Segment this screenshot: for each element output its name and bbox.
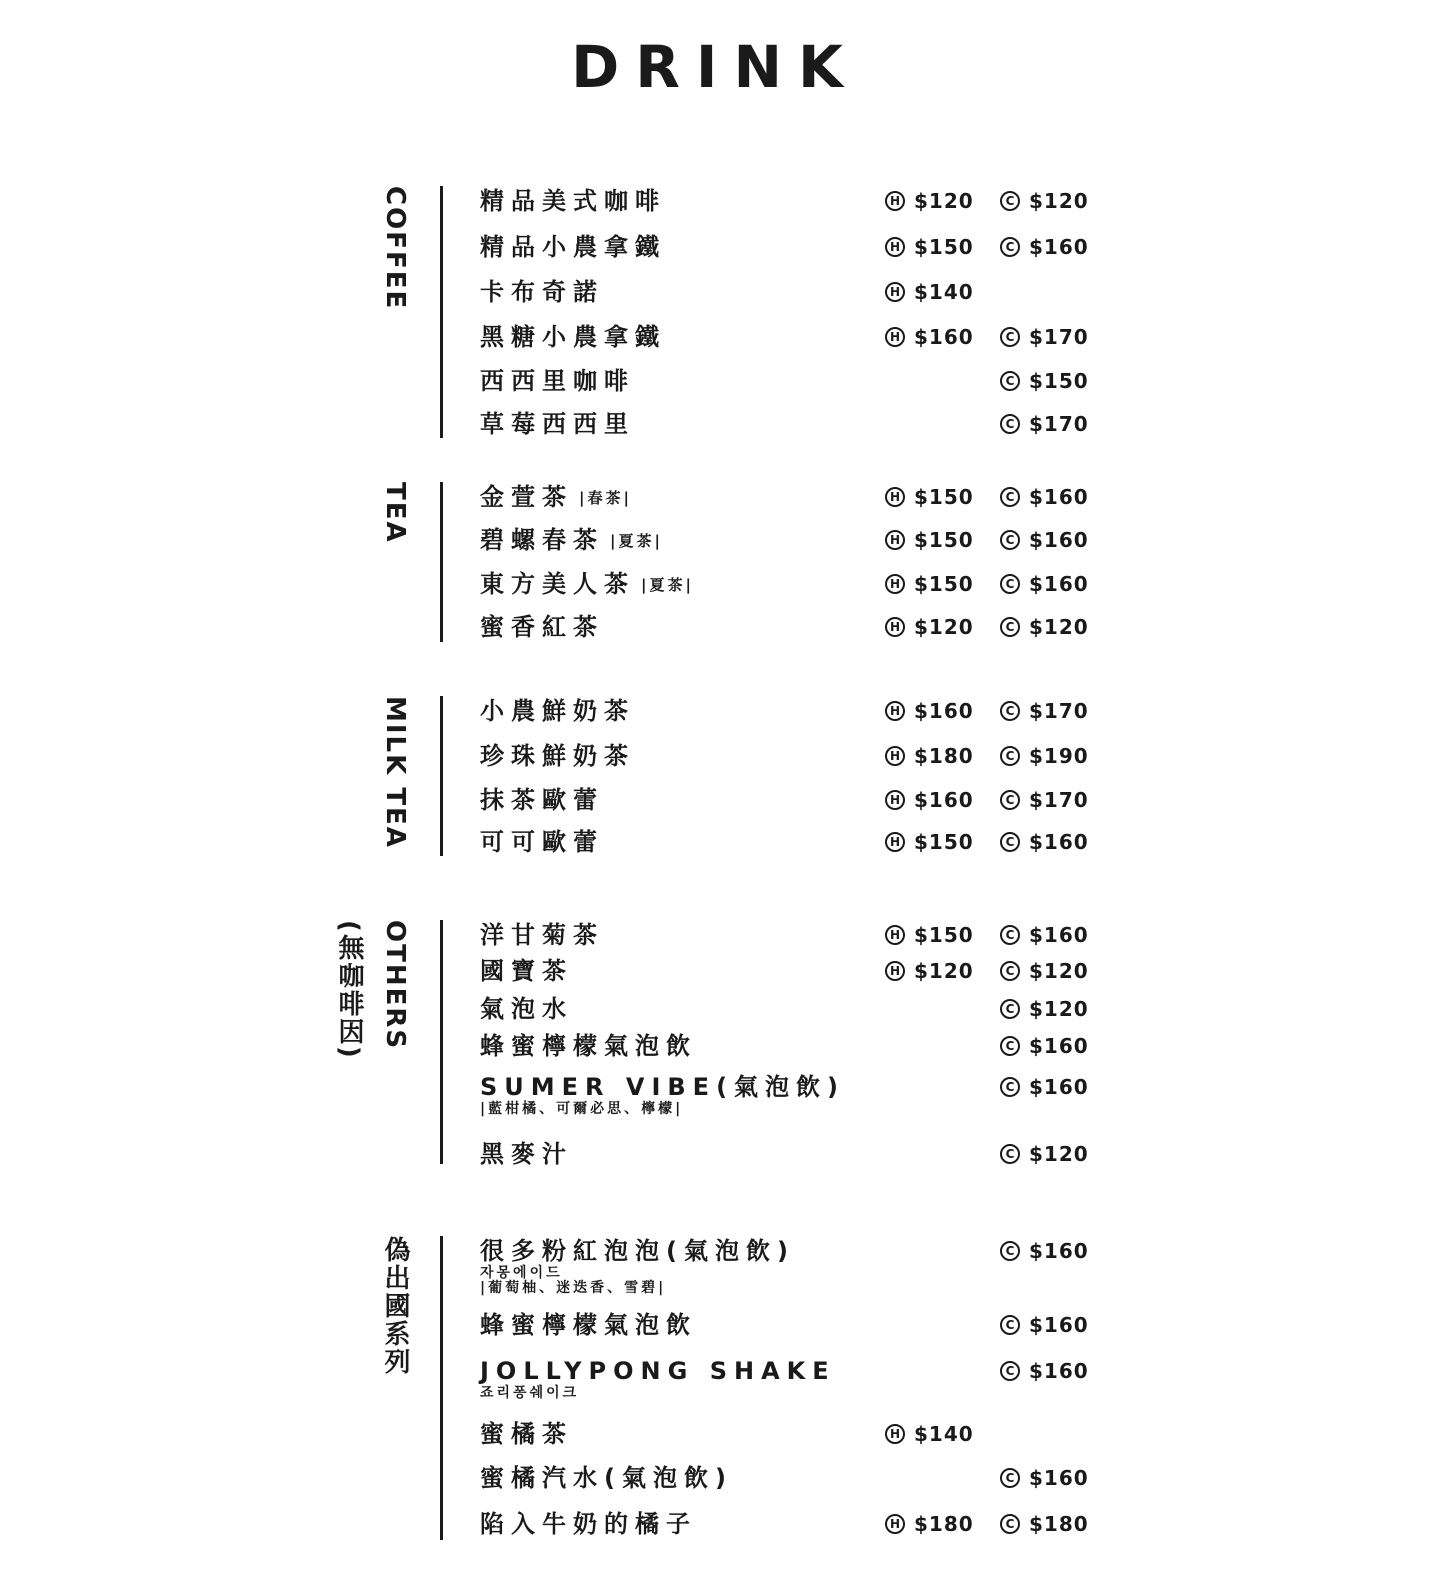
section-sublabel: (無咖啡因) xyxy=(334,920,364,1060)
hot-price xyxy=(885,482,974,512)
item-name-text: 蜂蜜檸檬氣泡飲 xyxy=(480,1032,697,1060)
section-label: COFFEE xyxy=(380,186,410,311)
hot-badge-icon: H xyxy=(885,191,905,211)
item-name-text: 陷入牛奶的橘子 xyxy=(480,1510,697,1538)
price-value: $160 xyxy=(1029,1359,1089,1383)
item-name-text: 國寶茶 xyxy=(480,957,573,985)
section-label: TEA xyxy=(380,482,410,544)
menu-item xyxy=(480,409,1100,439)
item-subtitle: 죠리퐁쉐이크 xyxy=(480,1385,580,1401)
price-value: $150 xyxy=(914,235,974,259)
price-value: $180 xyxy=(1029,1512,1089,1536)
cold-badge-icon: C xyxy=(1000,790,1020,810)
hot-badge-icon: H xyxy=(885,790,905,810)
menu-item xyxy=(480,482,1100,513)
menu-item xyxy=(480,277,1100,307)
price-value: $120 xyxy=(914,959,974,983)
item-subtitle: 자몽에이드 xyxy=(480,1265,563,1281)
hot-badge-icon: H xyxy=(885,1514,905,1534)
menu-item xyxy=(480,741,1100,771)
hot-price xyxy=(885,785,974,815)
cold-badge-icon: C xyxy=(1000,999,1020,1019)
cold-price xyxy=(1000,409,1089,439)
item-name-text: 東方美人茶 xyxy=(480,570,635,598)
price-value: $170 xyxy=(1029,699,1089,723)
hot-price xyxy=(885,232,974,262)
hot-price xyxy=(885,612,974,642)
price-value: $160 xyxy=(1029,923,1089,947)
cold-badge-icon: C xyxy=(1000,1315,1020,1335)
price-value: $150 xyxy=(914,572,974,596)
cold-price xyxy=(1000,696,1089,726)
item-name-text: 蜜橘茶 xyxy=(480,1420,573,1448)
price-value: $160 xyxy=(1029,1239,1089,1263)
item-name-text: 黑糖小農拿鐵 xyxy=(480,323,666,351)
cold-price xyxy=(1000,1031,1089,1061)
menu-item xyxy=(480,696,1100,726)
hot-badge-icon: H xyxy=(885,832,905,852)
item-name-text: 黑麥汁 xyxy=(480,1140,573,1168)
price-value: $150 xyxy=(1029,369,1089,393)
cold-badge-icon: C xyxy=(1000,414,1020,434)
price-value: $160 xyxy=(1029,830,1089,854)
hot-price xyxy=(885,1509,974,1539)
menu-item xyxy=(480,1072,1100,1117)
hot-badge-icon: H xyxy=(885,530,905,550)
cold-badge-icon: C xyxy=(1000,574,1020,594)
menu-item xyxy=(480,1419,1100,1449)
menu-item xyxy=(480,232,1100,262)
item-season-tag: |夏茶| xyxy=(610,532,663,550)
section-divider xyxy=(440,186,443,438)
hot-badge-icon: H xyxy=(885,617,905,637)
price-value: $160 xyxy=(1029,1075,1089,1099)
cold-badge-icon: C xyxy=(1000,191,1020,211)
item-season-tag: |夏茶| xyxy=(641,576,694,594)
hot-badge-icon: H xyxy=(885,327,905,347)
price-value: $120 xyxy=(1029,615,1089,639)
item-subtitle: |藍柑橘、可爾必思、檸檬| xyxy=(480,1101,684,1117)
section-divider xyxy=(440,1236,443,1540)
section-label: MILK TEA xyxy=(380,696,410,849)
cold-badge-icon: C xyxy=(1000,1036,1020,1056)
item-name xyxy=(480,277,1100,307)
menu-item xyxy=(480,1310,1100,1340)
price-value: $140 xyxy=(914,280,974,304)
menu-item xyxy=(480,785,1100,815)
item-name-text: 卡布奇諾 xyxy=(480,278,604,306)
price-value: $160 xyxy=(1029,528,1089,552)
item-name-text: 碧螺春茶 xyxy=(480,526,604,554)
item-name-text: 很多粉紅泡泡(氣泡飲) xyxy=(480,1237,795,1265)
cold-price xyxy=(1000,322,1089,352)
item-name-text: 蜂蜜檸檬氣泡飲 xyxy=(480,1311,697,1339)
section-divider xyxy=(440,696,443,856)
cold-badge-icon: C xyxy=(1000,371,1020,391)
section-divider xyxy=(440,482,443,642)
price-value: $160 xyxy=(1029,1313,1089,1337)
hot-badge-icon: H xyxy=(885,925,905,945)
price-value: $120 xyxy=(914,189,974,213)
item-name-text: 珍珠鮮奶茶 xyxy=(480,742,635,770)
hot-badge-icon: H xyxy=(885,746,905,766)
price-value: $180 xyxy=(914,1512,974,1536)
cold-badge-icon: C xyxy=(1000,1144,1020,1164)
cold-badge-icon: C xyxy=(1000,1241,1020,1261)
menu-item xyxy=(480,1236,1100,1296)
price-value: $170 xyxy=(1029,412,1089,436)
price-value: $150 xyxy=(914,923,974,947)
price-value: $160 xyxy=(1029,1034,1089,1058)
price-value: $160 xyxy=(914,325,974,349)
price-value: $150 xyxy=(914,528,974,552)
menu-item xyxy=(480,956,1100,986)
item-name-text: SUMER VIBE(氣泡飲) xyxy=(480,1073,846,1101)
item-subtitle: |葡萄柚、迷迭香、雪碧| xyxy=(480,1280,667,1296)
item-name-text: 可可歐蕾 xyxy=(480,828,604,856)
cold-price xyxy=(1000,186,1089,216)
item-name-text: 洋甘菊茶 xyxy=(480,921,604,949)
price-value: $160 xyxy=(1029,572,1089,596)
menu-item xyxy=(480,1509,1100,1539)
cold-price xyxy=(1000,1072,1089,1102)
hot-price xyxy=(885,827,974,857)
item-name-text: JOLLYPONG SHAKE xyxy=(480,1357,836,1385)
item-name-text: 精品美式咖啡 xyxy=(480,187,666,215)
menu-item xyxy=(480,322,1100,352)
hot-badge-icon: H xyxy=(885,701,905,721)
price-value: $150 xyxy=(914,830,974,854)
price-value: $160 xyxy=(1029,235,1089,259)
price-value: $160 xyxy=(1029,485,1089,509)
cold-price xyxy=(1000,612,1089,642)
cold-price xyxy=(1000,1509,1089,1539)
price-value: $120 xyxy=(1029,1142,1089,1166)
hot-badge-icon: H xyxy=(885,574,905,594)
cold-badge-icon: C xyxy=(1000,1077,1020,1097)
item-name-text: 抹茶歐蕾 xyxy=(480,786,604,814)
cold-price xyxy=(1000,232,1089,262)
menu-item xyxy=(480,1031,1100,1061)
hot-price xyxy=(885,569,974,599)
cold-badge-icon: C xyxy=(1000,925,1020,945)
menu-item xyxy=(480,1139,1100,1169)
cold-price xyxy=(1000,482,1089,512)
item-name xyxy=(480,1419,1100,1449)
menu-item xyxy=(480,186,1100,216)
section-divider xyxy=(440,920,443,1164)
cold-badge-icon: C xyxy=(1000,487,1020,507)
cold-badge-icon: C xyxy=(1000,961,1020,981)
price-value: $180 xyxy=(914,744,974,768)
cold-price xyxy=(1000,366,1089,396)
hot-price xyxy=(885,741,974,771)
cold-price xyxy=(1000,569,1089,599)
price-value: $120 xyxy=(1029,997,1089,1021)
cold-price xyxy=(1000,785,1089,815)
cold-price xyxy=(1000,920,1089,950)
menu-item xyxy=(480,920,1100,950)
item-name-text: 西西里咖啡 xyxy=(480,367,635,395)
hot-price xyxy=(885,696,974,726)
hot-price xyxy=(885,1419,974,1449)
menu-item xyxy=(480,994,1100,1024)
cold-price xyxy=(1000,956,1089,986)
price-value: $140 xyxy=(914,1422,974,1446)
item-name-text: 精品小農拿鐵 xyxy=(480,233,666,261)
hot-price xyxy=(885,277,974,307)
menu-item xyxy=(480,612,1100,642)
item-season-tag: |春茶| xyxy=(579,489,632,507)
cold-badge-icon: C xyxy=(1000,746,1020,766)
page-title: DRINK xyxy=(571,33,859,101)
cold-badge-icon: C xyxy=(1000,530,1020,550)
cold-badge-icon: C xyxy=(1000,1361,1020,1381)
price-value: $150 xyxy=(914,485,974,509)
cold-badge-icon: C xyxy=(1000,237,1020,257)
price-value: $120 xyxy=(1029,959,1089,983)
section-label: 偽出國系列 xyxy=(380,1236,410,1376)
item-name-text: 氣泡水 xyxy=(480,995,573,1023)
item-name-text: 蜜香紅茶 xyxy=(480,613,604,641)
cold-badge-icon: C xyxy=(1000,701,1020,721)
cold-price xyxy=(1000,994,1089,1024)
hot-price xyxy=(885,322,974,352)
item-name-text: 小農鮮奶茶 xyxy=(480,697,635,725)
hot-price xyxy=(885,525,974,555)
cold-price xyxy=(1000,1463,1089,1493)
item-name-text: 金萱茶 xyxy=(480,483,573,511)
menu-item xyxy=(480,1356,1100,1401)
cold-badge-icon: C xyxy=(1000,617,1020,637)
cold-price xyxy=(1000,1356,1089,1386)
item-name-text: 蜜橘汽水(氣泡飲) xyxy=(480,1464,733,1492)
hot-badge-icon: H xyxy=(885,487,905,507)
cold-price xyxy=(1000,1310,1089,1340)
cold-price xyxy=(1000,525,1089,555)
price-value: $190 xyxy=(1029,744,1089,768)
cold-badge-icon: C xyxy=(1000,832,1020,852)
hot-badge-icon: H xyxy=(885,282,905,302)
menu-item xyxy=(480,366,1100,396)
hot-price xyxy=(885,186,974,216)
price-value: $160 xyxy=(914,699,974,723)
hot-badge-icon: H xyxy=(885,1424,905,1444)
price-value: $120 xyxy=(914,615,974,639)
hot-badge-icon: H xyxy=(885,237,905,257)
price-value: $160 xyxy=(914,788,974,812)
cold-badge-icon: C xyxy=(1000,1468,1020,1488)
cold-price xyxy=(1000,1236,1089,1266)
price-value: $170 xyxy=(1029,325,1089,349)
menu-item xyxy=(480,827,1100,857)
price-value: $170 xyxy=(1029,788,1089,812)
item-name-text: 草莓西西里 xyxy=(480,410,635,438)
section-label: OTHERS xyxy=(380,920,410,1051)
cold-badge-icon: C xyxy=(1000,1514,1020,1534)
cold-price xyxy=(1000,741,1089,771)
cold-price xyxy=(1000,1139,1089,1169)
cold-price xyxy=(1000,827,1089,857)
menu-item xyxy=(480,525,1100,556)
menu-item xyxy=(480,569,1100,600)
cold-badge-icon: C xyxy=(1000,327,1020,347)
price-value: $160 xyxy=(1029,1466,1089,1490)
price-value: $120 xyxy=(1029,189,1089,213)
hot-price xyxy=(885,920,974,950)
menu-item xyxy=(480,1463,1100,1493)
hot-badge-icon: H xyxy=(885,961,905,981)
hot-price xyxy=(885,956,974,986)
